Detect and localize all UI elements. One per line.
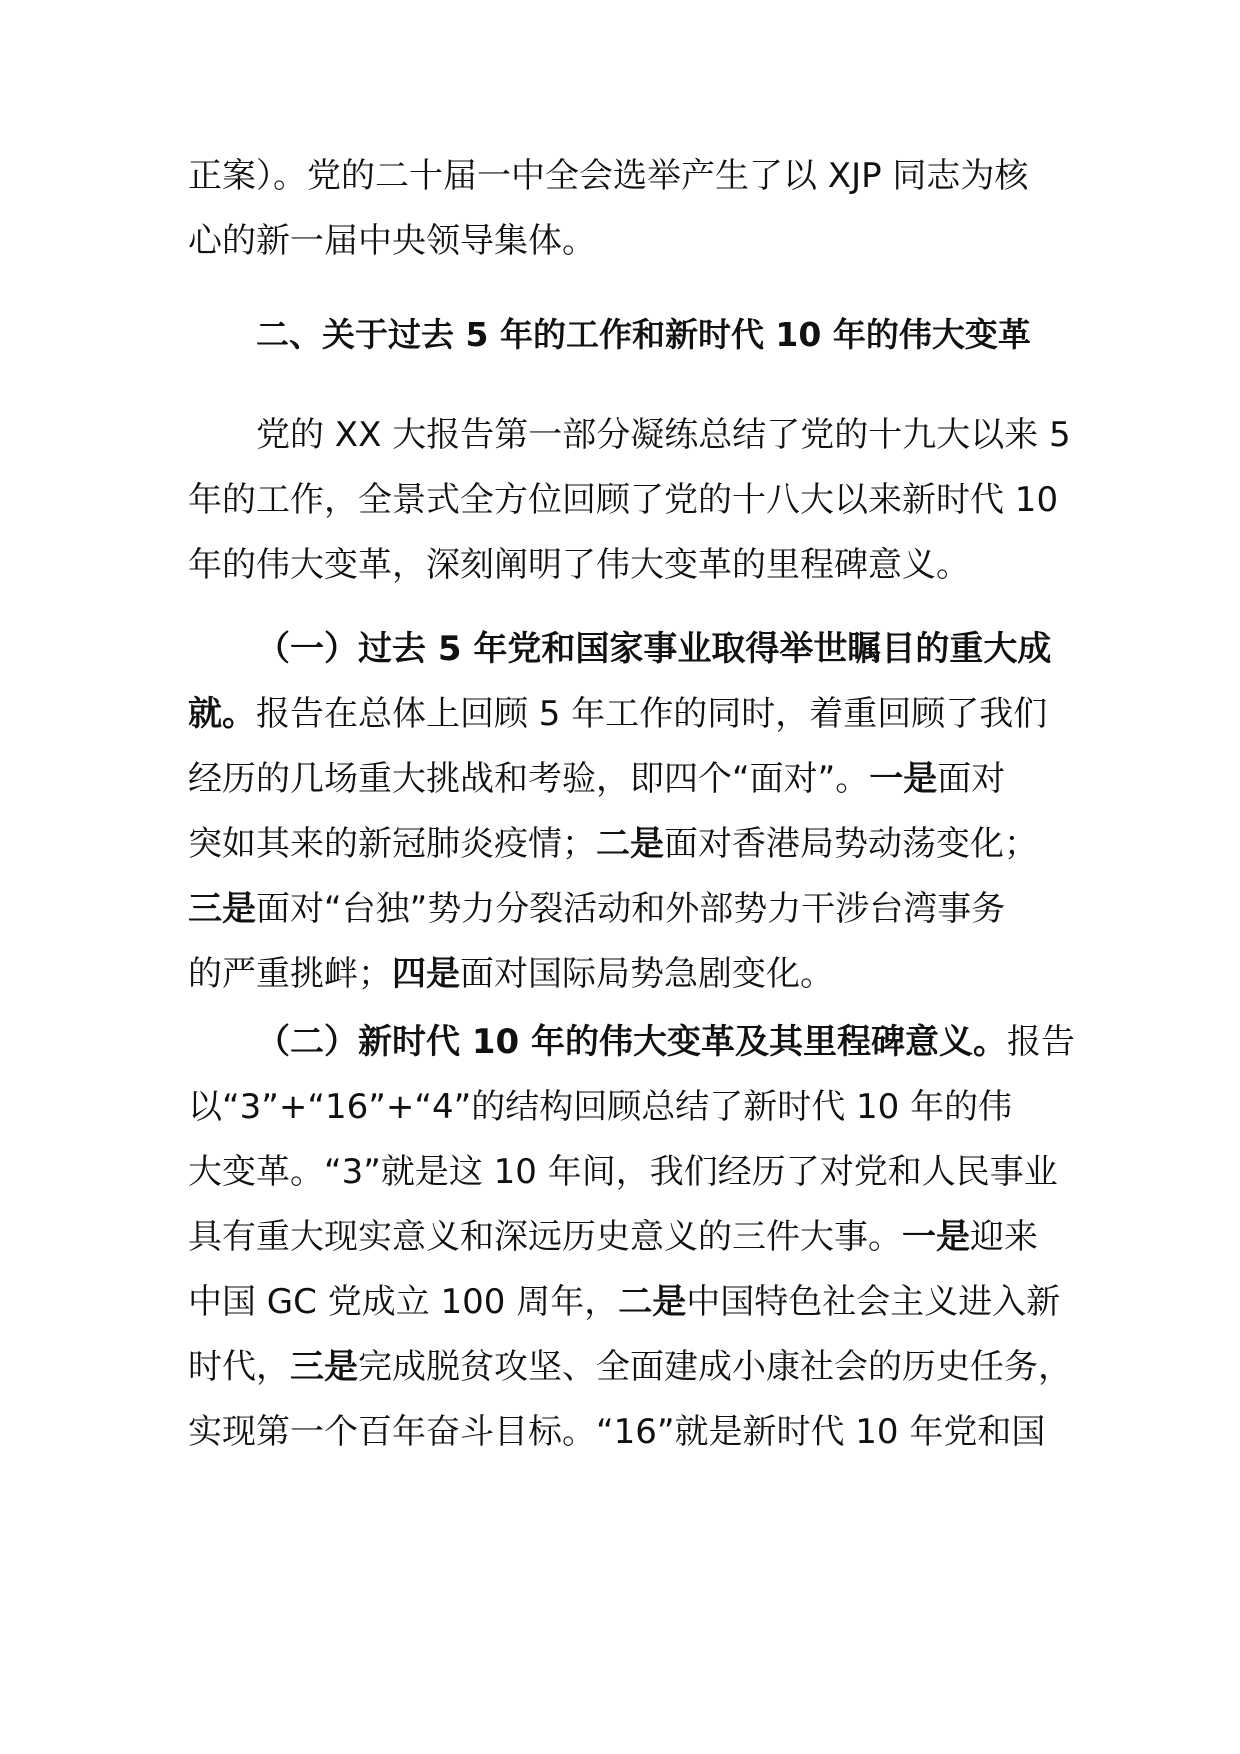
body-text: 中国特色社会主义进入新 (686, 1282, 1061, 1322)
body-text: 迎来 (970, 1217, 1038, 1257)
body-text: 中国 GC 党成立 100 周年， (188, 1282, 619, 1322)
paragraph-ten-year-transformation (188, 1010, 1075, 1465)
text-line (188, 682, 1068, 747)
text-line: 党的 XX 大报告第一部分凝练总结了党的十九大以来 5 (256, 415, 1071, 455)
body-text: 面对“台独”势力分裂活动和外部势力干涉台湾事务 (256, 889, 1006, 929)
emphasis-text: 二是 (596, 824, 664, 864)
text-line (188, 1270, 1068, 1335)
body-text: 报告在总体上回顾 5 年工作的同时，着重回顾了我们 (256, 694, 1048, 734)
text-line (188, 1335, 1072, 1400)
text-line: 年的伟大变革，深刻阐明了伟大变革的里程碑意义。 (188, 545, 970, 585)
text-line (188, 747, 1068, 812)
subheading-text: 就。 (188, 694, 256, 734)
text-line: 以“3”+“16”+“4”的结构回顾总结了新时代 10 年的伟 (188, 1087, 1013, 1127)
text-line (188, 877, 1068, 942)
text-line: 心的新一届中央领导集体。 (188, 221, 596, 261)
body-text: 报告 (1007, 1022, 1075, 1062)
text-line (188, 812, 1068, 877)
text-line (188, 1010, 1075, 1075)
text-line (188, 617, 1068, 682)
body-text: 突如其来的新冠肺炎疫情； (188, 824, 596, 864)
body-text: 时代， (188, 1347, 290, 1387)
body-text: 面对 (937, 759, 1006, 799)
subheading-text: （二）新时代 10 年的伟大变革及其里程碑意义。 (256, 1022, 1007, 1062)
section-heading: 二、关于过去 5 年的工作和新时代 10 年的伟大变革 (256, 315, 1031, 354)
emphasis-text: 一是 (902, 1217, 970, 1257)
body-text: 经历的几场重大挑战和考验，即四个“面对”。 (188, 759, 870, 799)
emphasis-text: 四是 (392, 954, 460, 994)
text-line: 年的工作，全景式全方位回顾了党的十八大以来新时代 10 (188, 480, 1059, 520)
subheading-text: （一）过去 5 年党和国家事业取得举世瞩目的重大成 (256, 629, 1052, 669)
body-text: 面对国际局势急剧变化。 (460, 954, 834, 994)
body-text: 面对香港局势动荡变化； (664, 824, 1038, 864)
emphasis-text: 一是 (869, 759, 938, 799)
emphasis-text: 二是 (618, 1282, 687, 1322)
text-line: 大变革。“3”就是这 10 年间，我们经历了对党和人民事业 (188, 1152, 1058, 1192)
body-text: 完成脱贫攻坚、全面建成小康社会的历史任务， (358, 1347, 1072, 1387)
body-text: 具有重大现实意义和深远历史意义的三件大事。 (188, 1217, 902, 1257)
text-line (188, 942, 1068, 1007)
paragraph-summary (188, 403, 1071, 598)
body-text: 的严重挑衅； (188, 954, 392, 994)
text-line: 实现第一个百年奋斗目标。“16”就是新时代 10 年党和国 (188, 1412, 1046, 1452)
paragraph-five-year-achievements (188, 617, 1068, 1007)
text-line: 正案）。党的二十届一中全会选举产生了以 XJP 同志为核 (188, 156, 1029, 196)
emphasis-text: 三是 (188, 889, 256, 929)
emphasis-text: 三是 (290, 1347, 358, 1387)
text-line (188, 1205, 1068, 1270)
paragraph-continuation (188, 144, 1068, 274)
